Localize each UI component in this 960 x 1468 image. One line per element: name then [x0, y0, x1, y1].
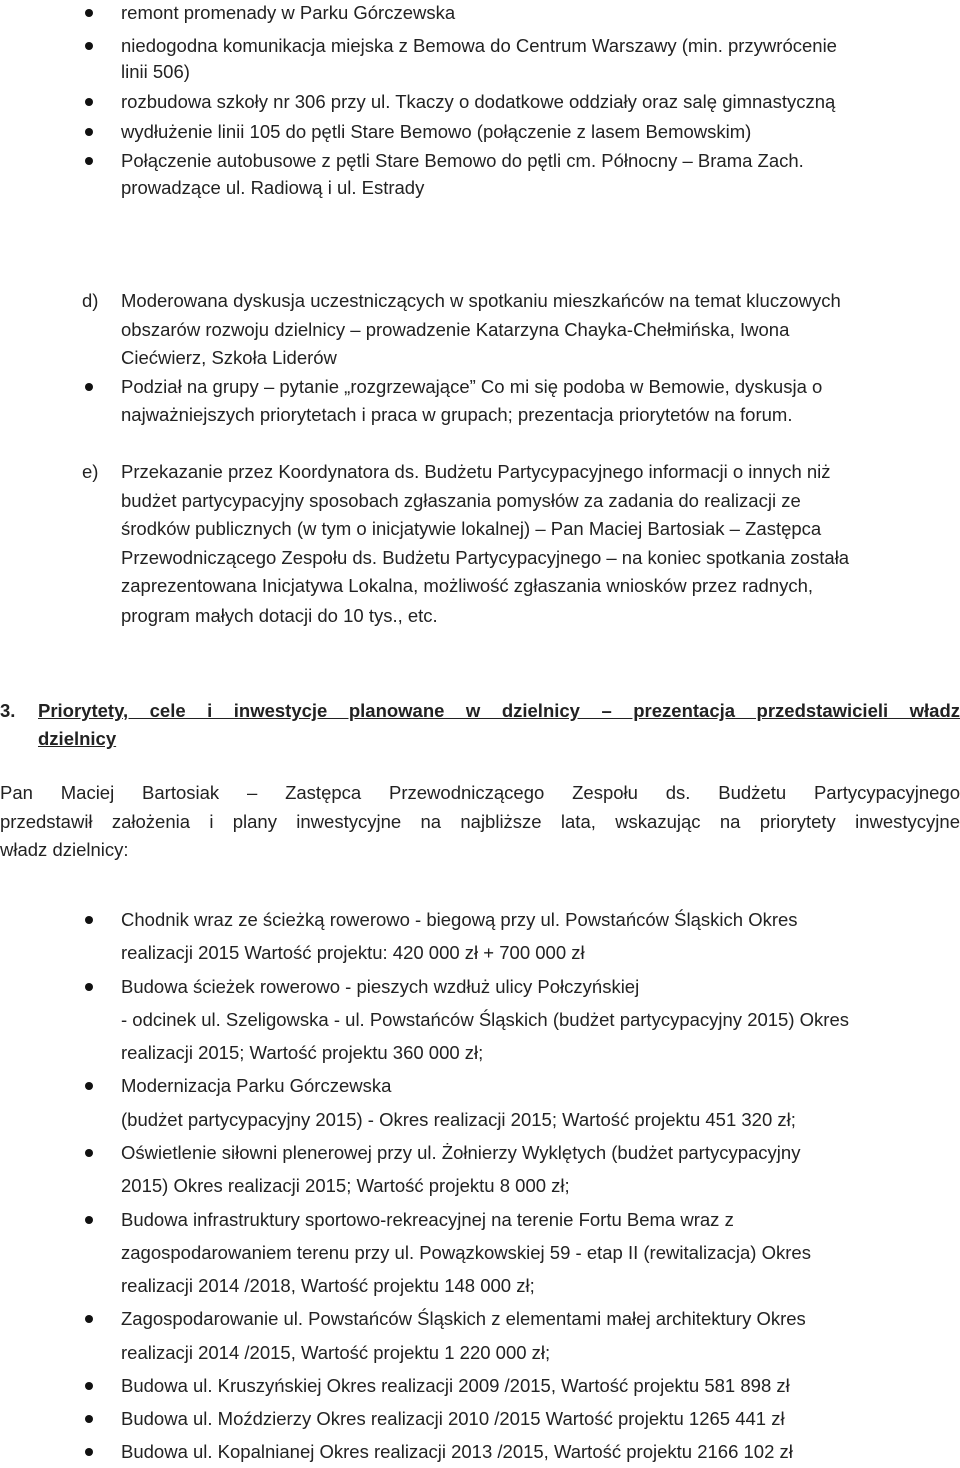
bullet-icon — [85, 1448, 93, 1456]
investment-item-continuation: realizacji 2015; Wartość projektu 360 000 zł; — [121, 1042, 484, 1063]
investment-item: Oświetlenie siłowni plenerowej przy ul. Żołnierzy Wyklętych (budżet partycypacyjny — [0, 1136, 960, 1169]
bullet-icon — [85, 1315, 93, 1323]
section-e-line: środków publicznych (w tym o inicjatywie lokalnej) – Pan Maciej Bartosiak – Zastępca — [121, 518, 822, 539]
list-item: Podział na grupy – pytanie „rozgrzewające” Co mi się podoba w Bemowie, dyskusja o — [0, 370, 960, 403]
section-e-line: zaprezentowana Inicjatywa Lokalna, możliwość zgłaszania wniosków przez radnych, — [121, 575, 814, 596]
investment-item-continuation: zagospodarowaniem terenu przy ul. Powązkowskiej 59 - etap II (rewitalizacja) Okres — [121, 1242, 811, 1263]
section-number: 3. — [0, 700, 16, 721]
bullet-icon — [85, 1382, 93, 1390]
list-item: rozbudowa szkoły nr 306 przy ul. Tkaczy o dodatkowe oddziały oraz salę gimnastyczną — [0, 85, 960, 118]
paragraph-line: Pan Maciej Bartosiak – Zastępca Przewodniczącego Zespołu ds. Budżetu Partycypacyjnego — [0, 782, 960, 803]
list-item-continuation: najważniejszych priorytetach i praca w grupach; prezentacja priorytetów na forum. — [121, 404, 793, 425]
bullet-icon — [85, 983, 93, 991]
investment-item-continuation: 2015) Okres realizacji 2015; Wartość projektu 8 000 zł; — [121, 1175, 570, 1196]
section-heading — [0, 722, 960, 755]
bullet-icon — [85, 916, 93, 924]
investment-item-continuation: - odcinek ul. Szeligowska - ul. Powstańców Śląskich (budżet partycypacyjny 2015) Okres — [121, 1009, 849, 1030]
investment-item: Budowa ul. Moździerzy Okres realizacji 2010 /2015 Wartość projektu 1265 441 zł — [0, 1402, 960, 1435]
bullet-icon — [85, 98, 93, 106]
bullet-icon — [85, 157, 93, 165]
section-d-line: d) Moderowana dyskusja uczestniczących w spotkaniu mieszkańców na temat kluczowych — [0, 284, 960, 317]
bullet-icon — [85, 128, 93, 136]
investment-item: Chodnik wraz ze ścieżką rowerowo - biegową przy ul. Powstańców Śląskich Okres — [0, 903, 960, 936]
investment-item-continuation: realizacji 2015 Wartość projektu: 420 000 zł + 700 000 zł — [121, 942, 585, 963]
investment-item: Budowa ścieżek rowerowo - pieszych wzdłuż ulicy Połczyńskiej — [0, 970, 960, 1003]
section-title-continuation: dzielnicy — [38, 728, 117, 749]
bullet-icon — [85, 1082, 93, 1090]
investment-item: Budowa ul. Kruszyńskiej Okres realizacji 2009 /2015, Wartość projektu 581 898 zł — [0, 1369, 960, 1402]
section-e-line: Przewodniczącego Zespołu ds. Budżetu Partycypacyjnego – na koniec spotkania została — [121, 547, 850, 568]
investment-item: Budowa infrastruktury sportowo-rekreacyjnej na terenie Fortu Bema wraz z — [0, 1203, 960, 1236]
section-e-line: program małych dotacji do 10 tys., etc. — [121, 605, 438, 626]
investment-item: Zagospodarowanie ul. Powstańców Śląskich z elementami małej architektury Okres — [0, 1302, 960, 1335]
bullet-icon — [85, 42, 93, 50]
section-title: Priorytety, cele i inwestycje planowane w dzielnicy – prezentacja przedstawicieli władz — [38, 700, 960, 721]
investment-item: Budowa ul. Kopalnianej Okres realizacji 2013 /2015, Wartość projektu 2166 102 zł — [0, 1435, 960, 1468]
section-e-line: e) Przekazanie przez Koordynatora ds. Budżetu Partycypacyjnego informacji o innych niż — [0, 455, 960, 488]
investment-item-continuation: realizacji 2014 /2015, Wartość projektu 1 220 000 zł; — [121, 1342, 551, 1363]
bullet-icon — [85, 1216, 93, 1224]
list-item: niedogodna komunikacja miejska z Bemowa do Centrum Warszawy (min. przywrócenie — [0, 29, 960, 62]
list-item: Połączenie autobusowe z pętli Stare Bemowo do pętli cm. Północny – Brama Zach. — [0, 144, 960, 177]
bullet-icon — [85, 383, 93, 391]
list-item: wydłużenie linii 105 do pętli Stare Bemowo (połączenie z lasem Bemowskim) — [0, 115, 960, 148]
section-e-label: e) — [82, 461, 99, 482]
list-item: remont promenady w Parku Górczewska — [0, 0, 960, 29]
list-item-continuation: prowadzące ul. Radiową i ul. Estrady — [121, 177, 425, 198]
list-item-continuation: linii 506) — [121, 61, 190, 82]
paragraph-line: przedstawił założenia i plany inwestycyjne na najbliższe lata, wskazując na priorytety inwestycyjne — [0, 811, 960, 832]
section-d-line: obszarów rozwoju dzielnicy – prowadzenie Katarzyna Chayka-Chełmińska, Iwona — [121, 319, 790, 340]
paragraph-line: władz dzielnicy: — [0, 839, 129, 860]
section-d-line: Ciećwierz, Szkoła Liderów — [121, 347, 337, 368]
section-e-line: budżet partycypacyjny sposobach zgłaszania pomysłów za zadania do realizacji ze — [121, 490, 801, 511]
bullet-icon — [85, 1149, 93, 1157]
investment-item: Modernizacja Parku Górczewska — [0, 1069, 960, 1102]
bullet-icon — [85, 1415, 93, 1423]
bullet-icon — [85, 9, 93, 17]
investment-item-continuation: realizacji 2014 /2018, Wartość projektu 148 000 zł; — [121, 1275, 535, 1296]
investment-item-continuation: (budżet partycypacyjny 2015) - Okres realizacji 2015; Wartość projektu 451 320 zł; — [121, 1109, 796, 1130]
section-d-label: d) — [82, 290, 99, 311]
